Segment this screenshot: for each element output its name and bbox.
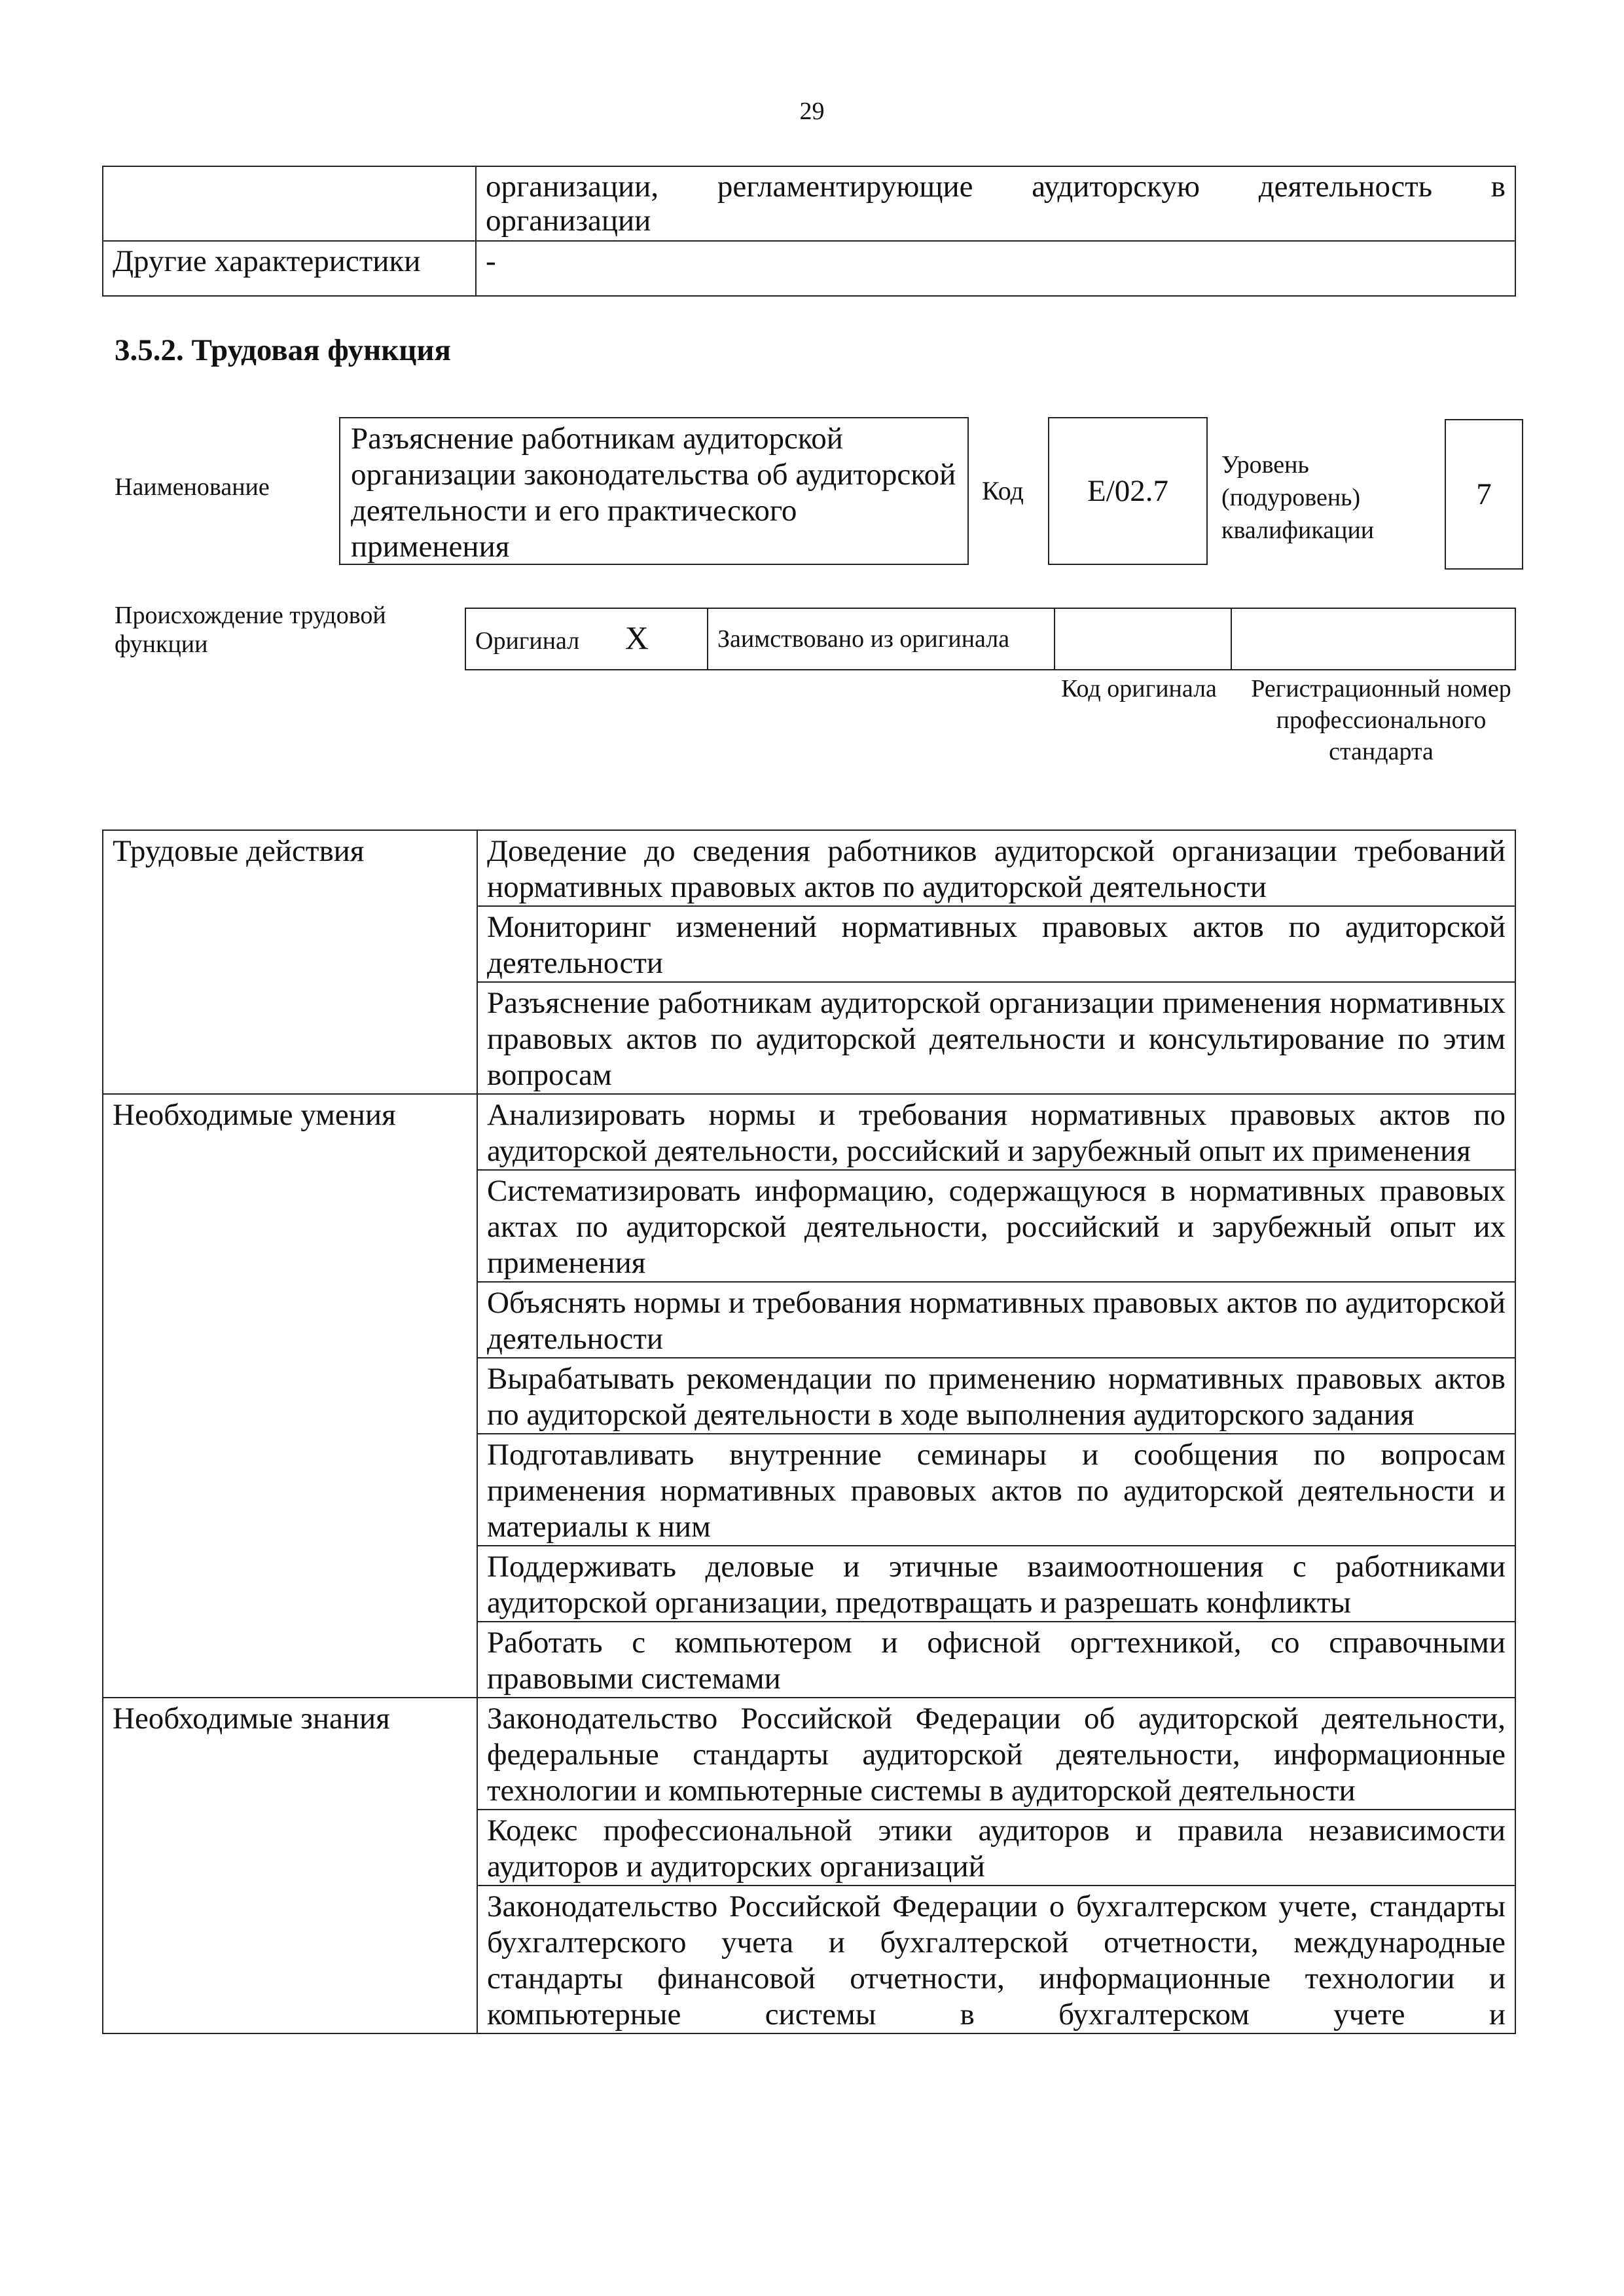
code-caption: Код оригинала <box>1061 675 1217 702</box>
registration-number-cell <box>1231 608 1515 670</box>
skill-item: Анализировать нормы и требования нормативных правовых актов по аудиторской деятельности, российский и зарубежный опыт их применения <box>477 1094 1515 1170</box>
skill-item: Вырабатывать рекомендации по применению нормативных правовых актов по аудиторской деятельности в ходе выполнения аудиторского задания <box>477 1358 1515 1434</box>
continuation-line: организации, регламентирующие аудиторскую деятельность в <box>486 170 1506 204</box>
knowledge-label: Необходимые знания <box>103 1698 477 1810</box>
origin-label: Происхождение трудовой функции <box>115 602 386 658</box>
labor-action-item: Мониторинг изменений нормативных правовых актов по аудиторской деятельности <box>477 906 1515 982</box>
empty-cell <box>103 166 476 241</box>
original-mark: X <box>624 619 649 656</box>
level-value: 7 <box>1476 477 1492 511</box>
original-code-cell <box>1055 608 1231 670</box>
skill-item: Поддерживать деловые и этичные взаимоотношения с работниками аудиторской организации, предотвращать и разрешать конфликты <box>477 1546 1515 1622</box>
main-table <box>102 829 1516 2034</box>
other-characteristics-value: - <box>476 241 1515 296</box>
continuation-table <box>102 166 1516 297</box>
skill-item: Объяснять нормы и требования нормативных правовых актов по аудиторской деятельности <box>477 1282 1515 1358</box>
labor-actions-label: Трудовые действия <box>103 830 477 906</box>
labor-action-item: Разъяснение работникам аудиторской организации применения нормативных правовых актов по аудиторской деятельности и консультирование по этим вопросам <box>477 982 1515 1094</box>
skills-label: Необходимые умения <box>103 1094 477 1170</box>
original-label: Оригинал <box>475 627 580 655</box>
knowledge-item: Законодательство Российской Федерации о бухгалтерском учете, стандарты бухгалтерского учета и бухгалтерской отчетности, международные стандарты финансовой отчетности, информационные технологии и компьютерные системы в бухгалтерском учете и <box>477 1886 1515 2033</box>
name-label: Наименование <box>115 473 270 501</box>
original-cell <box>465 608 708 670</box>
skill-item: Работать с компьютером и офисной оргтехникой, со справочными правовыми системами <box>477 1622 1515 1698</box>
code-value-box <box>1048 417 1208 565</box>
code-label: Код <box>982 476 1024 505</box>
labor-action-item: Доведение до сведения работников аудиторской организации требований нормативных правовых актов по аудиторской деятельности <box>477 830 1515 906</box>
continuation-line-end: организации <box>486 204 651 238</box>
origin-table <box>465 608 1516 670</box>
skill-item: Подготавливать внутренние семинары и сообщения по вопросам применения нормативных правовых актов по аудиторской деятельности и материалы к ним <box>477 1434 1515 1546</box>
other-characteristics-label: Другие характеристики <box>103 241 476 296</box>
page-number: 29 <box>799 98 825 125</box>
function-name-box: Разъяснение работникам аудиторской организации законодательства об аудиторской деятельности и его практического применения <box>339 417 969 565</box>
registration-caption: Регистрационный номер профессионального стандарта <box>1251 675 1511 765</box>
knowledge-item: Кодекс профессиональной этики аудиторов и правила независимости аудиторов и аудиторских организаций <box>477 1810 1515 1886</box>
section-heading: 3.5.2. Трудовая функция <box>115 333 451 367</box>
level-label: Уровень (подуровень) квалификации <box>1221 451 1375 544</box>
knowledge-item: Законодательство Российской Федерации об аудиторской деятельности, федеральные стандарты аудиторской деятельности, информационные технологии и компьютерные системы в аудиторской деятельности <box>477 1698 1515 1810</box>
code-value: E/02.7 <box>1087 474 1169 508</box>
level-value-box <box>1445 419 1523 570</box>
borrowed-cell: Заимствовано из оригинала <box>708 608 1055 670</box>
skill-item: Систематизировать информацию, содержащуюся в нормативных правовых актах по аудиторской деятельности, российский и зарубежный опыт их применения <box>477 1170 1515 1282</box>
continuation-text-cell <box>476 166 1515 241</box>
